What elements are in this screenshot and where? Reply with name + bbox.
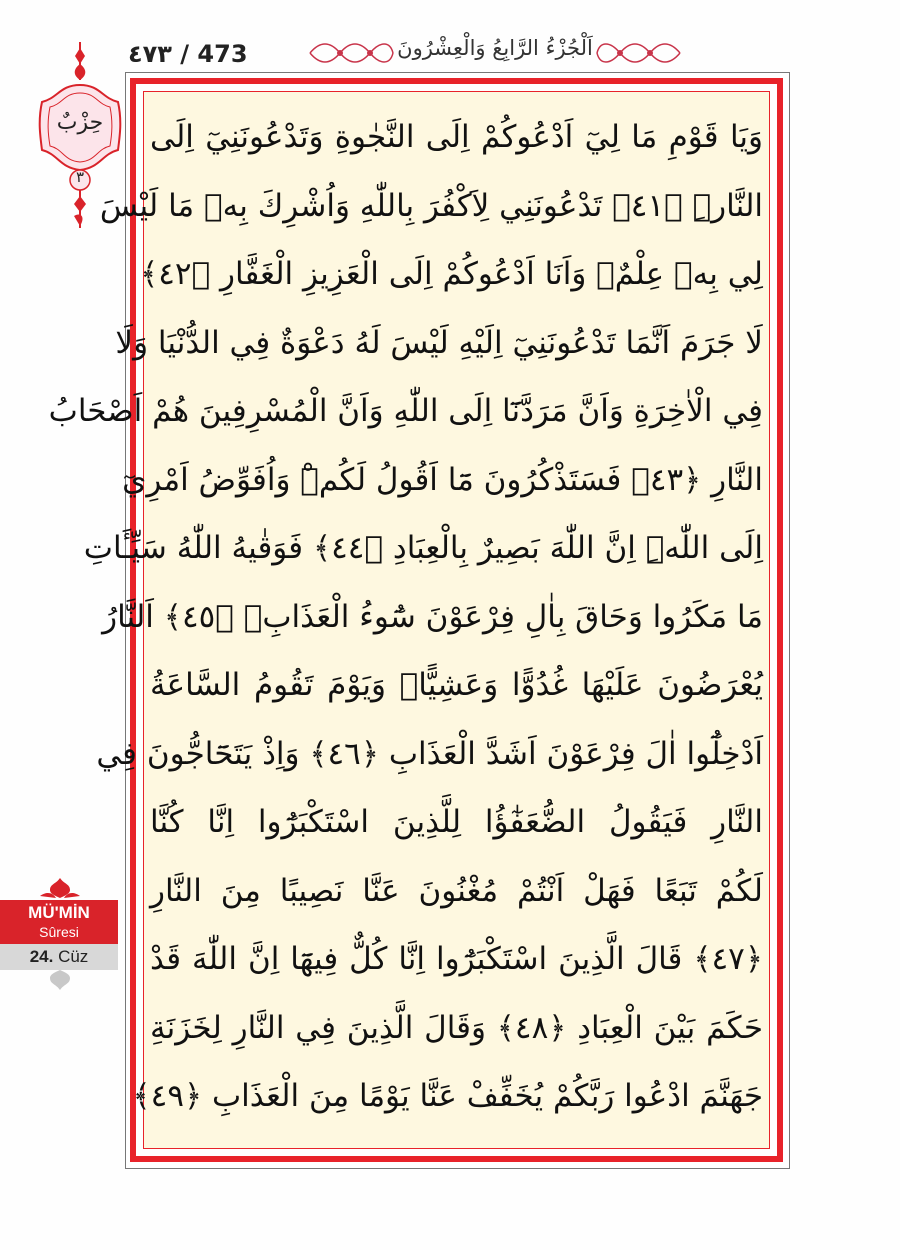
sura-name-box <box>0 900 118 944</box>
text-line: النَّارِۜ ﴿٤١﴾ تَدْعُونَنِي لِاَكْفُرَ بِاللّٰهِ وَاُشْرِكَ بِهٖ مَا لَيْسَ <box>99 187 763 224</box>
text-line: اَدْخِلُٓوا اٰلَ فِرْعَوْنَ اَشَدَّ الْعَذَابِ ﴿٤٦﴾ وَاِذْ يَتَحَٓاجُّونَ فِي <box>96 735 763 772</box>
text-line: جَهَنَّمَ ادْعُوا رَبَّكُمْ يُخَفِّفْ عَنَّا يَوْمًا مِنَ الْعَذَابِ ﴿٤٩﴾ <box>132 1078 763 1114</box>
cuz-box <box>0 944 118 970</box>
text-line: لَا جَرَمَ اَنَّمَا تَدْعُونَنِيٓ اِلَيْهِ لَيْسَ لَهُ دَعْوَةٌ فِي الدُّنْيَا وَلَا <box>115 324 763 361</box>
text-line: اِلَى اللّٰهِۜ اِنَّ اللّٰهَ بَصِيرٌ بِالْعِبَادِ ﴿٤٤﴾ فَوَقٰيهُ اللّٰهُ سَيِّـَٔاتِ <box>83 530 763 566</box>
header-ornament-left-icon <box>305 38 395 68</box>
text-line: ﴿٤٧﴾ قَالَ الَّذِينَ اسْتَكْبَرُٓوا اِنَّا كُلٌّ فِيهَٓا اِنَّ اللّٰهَ قَدْ <box>150 941 763 977</box>
sura-label <box>0 880 120 996</box>
text-line: مَا مَكَرُوا وَحَاقَ بِاٰلِ فِرْعَوْنَ سُٓوءُ الْعَذَابِۚ ﴿٤٥﴾ اَلنَّارُ <box>102 598 763 635</box>
text-line: لِي بِهٖ عِلْمٌۘ وَاَنَا اَدْعُوكُمْ اِلَى الْعَزِيزِ الْغَفَّارِ ﴿٤٢﴾ <box>140 256 763 292</box>
cuz-label: Cüz <box>58 947 89 966</box>
juz-title: اَلْجُزْءُ الرَّابِعُ وَالْعِشْرُونَ <box>397 36 593 60</box>
hizb-number: ٣ <box>75 168 85 186</box>
hizb-label: حِزْبٌ <box>56 110 104 135</box>
text-line: وَيَا قَوْمِ مَا لِيٓ اَدْعُوكُمْ اِلَى النَّجٰوةِ وَتَدْعُونَنِيٓ اِلَى <box>150 119 763 155</box>
fleur-top-icon <box>0 876 120 900</box>
text-line: النَّارِ ﴿٤٣﴾ فَسَتَذْكُرُونَ مَٓا اَقُولُ لَكُمْۜ وَاُفَوِّضُ اَمْرِيٓ <box>122 461 763 498</box>
text-line: يُعْرَضُونَ عَلَيْهَا غُدُوًّا وَعَشِيًّاۚ وَيَوْمَ تَقُومُ السَّاعَةُ <box>150 667 763 703</box>
text-line: لَكُمْ تَبَعًا فَهَلْ اَنْتُمْ مُغْنُونَ عَنَّا نَصِيبًا مِنَ النَّارِ <box>150 872 763 909</box>
text-line: فِي الْاٰخِرَةِ وَاَنَّ مَرَدَّنَٓا اِلَى اللّٰهِ وَاَنَّ الْمُسْرِفِينَ هُمْ اَصْحَابُ <box>48 393 763 429</box>
text-line: حَكَمَ بَيْنَ الْعِبَادِ ﴿٤٨﴾ وَقَالَ الَّذِينَ فِي النَّارِ لِخَزَنَةِ <box>150 1009 763 1046</box>
page-number: ٤٧٣ / 473 <box>128 40 248 68</box>
header-ornament-right-icon <box>595 38 685 68</box>
sura-name: MÜ'MİN <box>28 903 90 922</box>
sura-suffix: Sûresi <box>39 924 79 940</box>
text-line: النَّارِ فَيَقُولُ الضُّعَفٰٓؤُا لِلَّذِينَ اسْتَكْبَرُٓوا اِنَّا كُنَّا <box>150 804 763 840</box>
fleur-bottom-icon <box>0 970 120 992</box>
cuz-number: 24. <box>29 947 54 966</box>
